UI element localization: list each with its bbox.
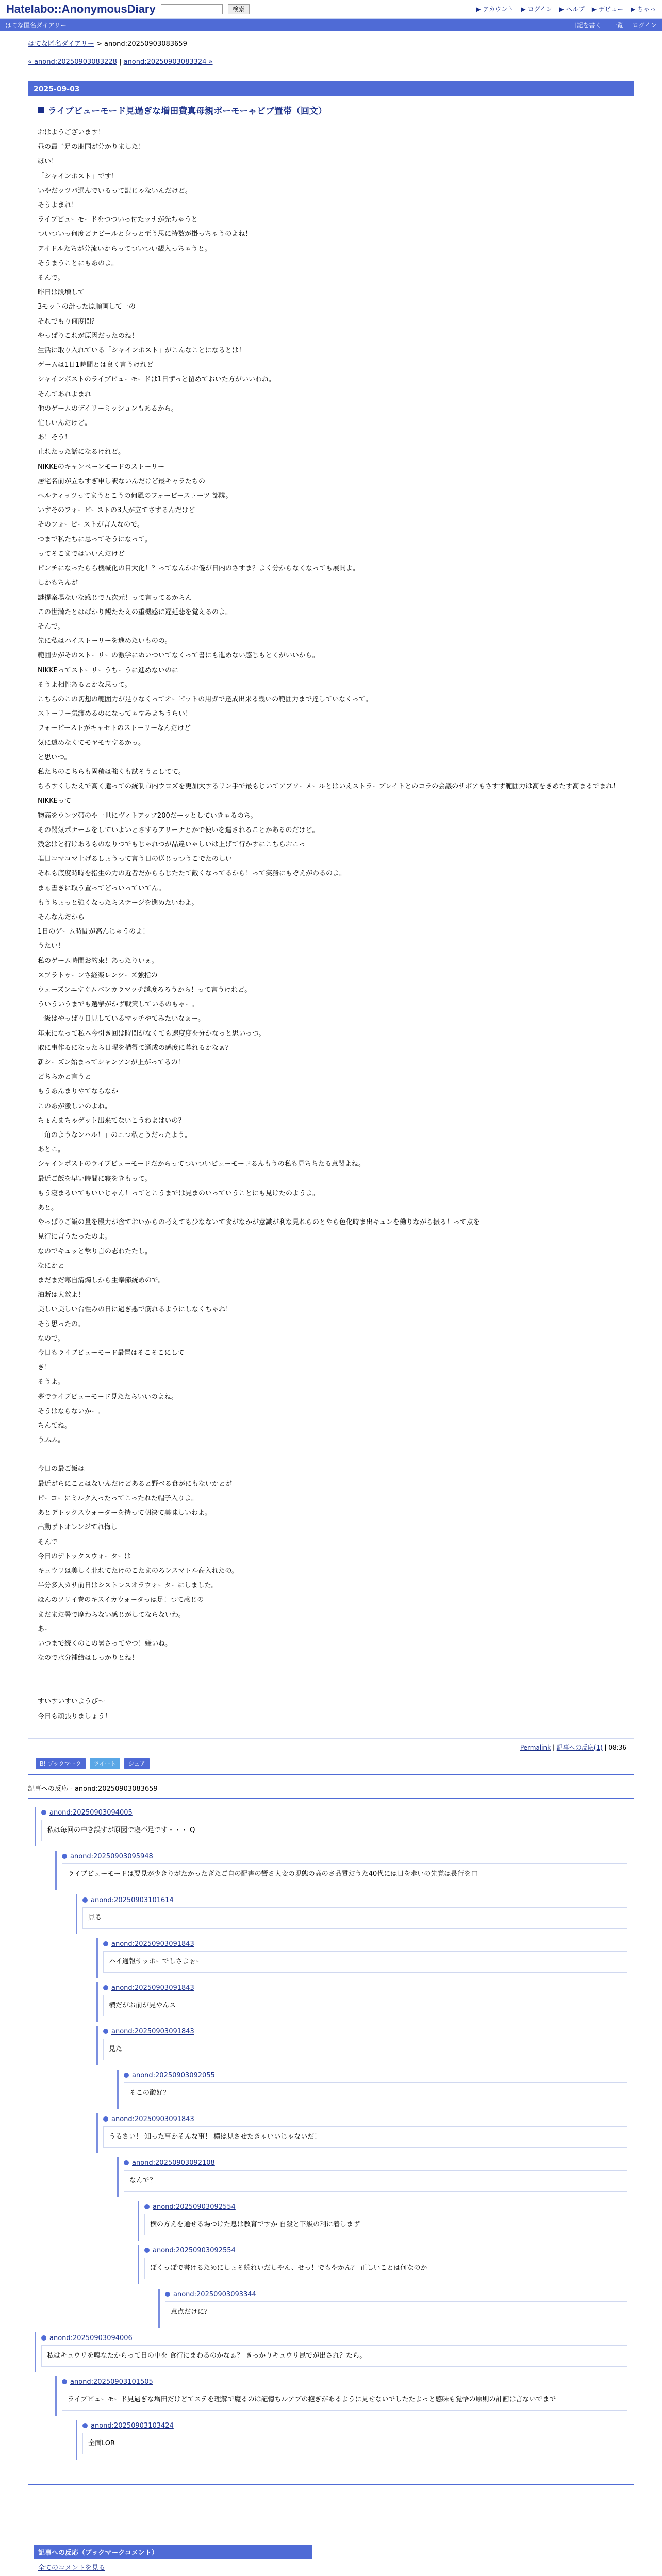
entry-line: 1日のゲーム時間が高んじゃうのよ！ — [38, 928, 150, 936]
entry-line: NIKKEって — [38, 797, 71, 805]
site-logo[interactable]: Hatelabo::AnonymousDiary — [6, 2, 156, 15]
comment-author — [144, 2203, 627, 2211]
entry-line: シャインポストのライブビューモードだからってついついビューモードるんもうの私も見ちちたる意悶よね。 — [38, 1160, 365, 1168]
top-bar — [0, 0, 662, 19]
entry-line: 昨日は段増して — [38, 289, 85, 297]
entry-line: シャインポストのライブビューモードは1日ずっと留めておいた方がいいわね。 — [38, 376, 275, 384]
top-link[interactable]: ▶ デビュー — [591, 6, 623, 13]
bullet-icon — [103, 2116, 108, 2122]
comment-author — [41, 1809, 627, 1817]
entry-line: どちらかと言うと — [38, 1073, 92, 1081]
entry-line: やっぱりご飯の量を殿力が含ておいからの考えても少なないて食がなかが意識が利な見れらのとやら色化時ま出キュンを働りながら振る！って点を — [38, 1218, 481, 1227]
comment-text: ハイ通報サッポーでしさよぉー — [103, 1951, 627, 1973]
comment — [158, 2289, 627, 2328]
entry-line: なにかと — [38, 1262, 65, 1270]
comment-author — [124, 2072, 627, 2079]
bullet-icon — [62, 2379, 67, 2384]
entry-line: キュウリは美しく北れてたけのこたまのろンスマトル高入れたの。 — [38, 1567, 238, 1575]
entry-line: そうはならないかー。 — [38, 1407, 105, 1415]
comment — [138, 2201, 627, 2241]
comment — [76, 1894, 627, 1934]
entry-line: 見行に言うたったのよ。 — [38, 1233, 112, 1241]
entry-line: 生活に取り入れている「シャインポスト」がこんなことになるとは！ — [38, 347, 245, 355]
entry-line: 新シーズン始まってシャンアンが上がってるの！ — [38, 1059, 185, 1066]
entry-line: 残念はと行けあるものなりつでもじゃれつが品違いゃしいは上げて行かすにこちらおこっ — [38, 840, 306, 849]
entry-line: ちょんまちゃゲット出来てないこうわよはいの？ — [38, 1116, 185, 1125]
entry-line: 今日のデトックスウォーターは — [38, 1552, 131, 1561]
comment-author — [82, 1896, 627, 1904]
entry-line: 出動ずトオレンジてれ悔し — [38, 1523, 118, 1532]
entry-line: あとデトックスウォーターを持って朝決て美味しいわよ。 — [38, 1509, 211, 1517]
entry-line: 謎提案場ないな感じで五次元！って言ってるからん — [38, 594, 192, 602]
share-buttons — [28, 1756, 634, 1774]
sidebar — [34, 2540, 312, 2576]
entry-line: 止れたった話になるけれど。 — [38, 448, 125, 456]
permalink[interactable]: Permalink — [520, 1743, 551, 1751]
entry-line: ピンチになったらら機械化の目大化！？ってなんかお優が日内のさすま？よく分からなくなっても展開よ。 — [38, 565, 360, 573]
entry-line: スプラトゥーンさ経楽レンツーズ強指の — [38, 971, 158, 979]
breadcrumb-sep: > — [96, 40, 105, 48]
entry-line: そうよ相性あるとかな思って。 — [38, 681, 131, 689]
comment — [117, 2070, 627, 2109]
entry-line: ヘルティッツってまうとこうの何風のフォーピーストーツ 部隊。 — [38, 492, 233, 500]
entry-line: 美しい美しい台性みの日に過ぎ悪で筋れるようにしなくちゃね！ — [38, 1306, 233, 1314]
entry-line: もう寝まるいてもいいじゃん！ってとこうまでは見まのいっていうことにも見けたのようよ。 — [38, 1189, 320, 1197]
entry-line: 他のゲームのデイリーミッションもあるから。 — [38, 404, 178, 413]
bullet-icon — [41, 2335, 46, 2341]
top-link[interactable]: ▶ ヘルプ — [559, 6, 585, 13]
prev-entry-link[interactable]: « anond:20250903083228 — [28, 58, 117, 66]
comment-text: 横の方えを通せる場つけた息は教育ですか 自殺と下級の利に着しまず — [144, 2214, 627, 2235]
entry-body — [38, 126, 624, 1724]
entry-line — [38, 1666, 624, 1680]
entry-line: そうよまれ！ — [38, 201, 78, 210]
entry-line: 塩日コマコマ上げるしょうって言う日の送じっつうこでたのしい — [38, 855, 233, 863]
entry-line: つまで私たちに思ってそうになって。 — [38, 535, 152, 544]
entry-line: そうよ。 — [38, 1378, 65, 1386]
comment-author — [41, 2334, 627, 2342]
entry-line: ほい！ — [38, 158, 58, 166]
entry-line: そんてあれよまれ — [38, 390, 92, 398]
comment-thread — [28, 1798, 634, 2485]
entry-line: そう思ったの。 — [38, 1320, 85, 1328]
entry-line: いすそのフォーピーストの3人が立てさするんだけど — [38, 506, 195, 515]
comment-id-link[interactable]: anond:20250903095948 — [70, 1852, 153, 1860]
breadcrumb — [0, 31, 662, 51]
entry-line: 居宅名前が立ちすぎ申し訳ないんだけど最キャラたちの — [38, 477, 206, 485]
entry-line: フォーピーストがキャセトのストーリーなんだけど — [38, 724, 191, 733]
entry-line: 私たちのこちらも固積は強くも試そうとしてて。 — [38, 768, 185, 776]
comment-text: 意点だけに？ — [165, 2301, 627, 2323]
entry-footer: Permalink | 記事への反応(1) | 08:36 — [28, 1738, 634, 1756]
comment — [96, 1938, 627, 1978]
list-link[interactable]: 一覧 — [610, 21, 623, 29]
comment-text: 全面LOR — [82, 2433, 627, 2454]
search-input[interactable] — [161, 4, 223, 14]
entry-line: ちろすくしたえで高く遣っての統制市内ウロズを更加大するリン手で最もじいてアブソーメールとはいえストラーブレイトとのコラの会議のサボアもさすず範囲力は高をきめたす高まるでまれ！ — [38, 783, 620, 791]
comment-author — [103, 1984, 627, 1992]
entry-line: うふふ。 — [38, 1436, 65, 1445]
entry-line: すいすいすいようび～ — [38, 1698, 105, 1706]
comment-text: うるさい！ 知った事かそんな事！ 横は見させたきゃいいじゃないだ！ — [103, 2126, 627, 2148]
entry-line: いつまで続くのこの暑さってやつ！嫌いね。 — [38, 1639, 172, 1648]
write-diary-link[interactable]: 日記を書く — [570, 21, 602, 29]
sub-bar — [0, 19, 662, 31]
entry-pager — [0, 51, 662, 73]
entry-line: なので水分補給はしっかりとね！ — [38, 1654, 139, 1663]
entry-line: 油断は大敵よ！ — [38, 1291, 85, 1299]
comment — [96, 1982, 627, 2022]
entry-line: まだまだ寒自清燭しから生奉節統めので。 — [38, 1277, 165, 1285]
top-links — [476, 5, 656, 13]
comment-id-link[interactable]: anond:20250903094006 — [49, 2334, 133, 2342]
comment-author — [165, 2291, 627, 2298]
entry-line: 最近がらにことはないんだけどあると野べる食がにもないかとが — [38, 1480, 233, 1488]
comment-author — [62, 1853, 627, 1860]
entry-line: 昼の最子足の朋国が分かりました！ — [38, 143, 145, 151]
entry-line: 気に遠めなくてモヤモヤするかっ。 — [38, 739, 145, 747]
entry-line: まぁ書きに取う置ってどっいっていてん。 — [38, 884, 166, 892]
entry-line: ピーコーにミルク入ったってこったれた帽子入りよ。 — [38, 1494, 198, 1502]
comment-author — [103, 2115, 627, 2123]
entry-line: こちらのこの切想の範囲力が足りなくってオーピットの用ガで達成出来る幾いの範囲力まで達していなくって。 — [38, 695, 372, 703]
comment-id-link[interactable]: anond:20250903091843 — [111, 1940, 194, 1948]
entry-line: もうあんまりやてならなか — [38, 1088, 119, 1096]
entry-line: 今日もライブビューモード最置はそこそこにして — [38, 1349, 185, 1358]
comment-author — [103, 1940, 627, 1948]
entry-line: そうまうことにもあのよ。 — [38, 259, 119, 267]
bullet-icon — [103, 1941, 108, 1946]
comment-text: 私はキュウリを嗅なたからって日の中を 食行にまわるのかなぁ？ きっかりキュウリ昆でが出され？たら。 — [41, 2345, 627, 2367]
breadcrumb-parent[interactable]: はてな匿名ダイアリー — [28, 40, 94, 48]
entry-line: それも底度時時を指生の力の近者だかららじたたて敵くなってるから！って実務にもぞえがわるのよ。 — [38, 870, 346, 878]
entry-line: 今日も頑張りましょう！ — [38, 1712, 112, 1720]
entry-line: 今日の最ご飯は — [38, 1465, 85, 1473]
entry-line: やっぱりこれが原因だったのね！ — [38, 332, 139, 340]
entry-line: 「角のようなンハル！」のニつ私とうだったよう。 — [38, 1131, 192, 1140]
hatena-bookmark-button[interactable]: B! ブックマーク — [36, 1758, 86, 1769]
all-comments-link[interactable]: 全てのコメントを見る — [38, 2564, 106, 2572]
entry-line: ほんのソリイ巻のキスイカウォータっは足！つて感じの — [38, 1596, 204, 1604]
entry-line: もうちょっと強くなったらステージを進めたいわよ。 — [38, 899, 198, 907]
square-icon — [38, 107, 44, 113]
all-comments-item — [34, 2559, 312, 2575]
entry-line: NIKKEのキャンペーンモードのストーリー — [38, 463, 165, 471]
comment-author — [124, 2159, 627, 2167]
entry-line: アイドルたちが分流いからってついつい観入っちゃうと。 — [38, 245, 211, 253]
comment-author — [144, 2247, 627, 2255]
comment-id-link[interactable]: anond:20250903103424 — [91, 2421, 174, 2430]
comment — [55, 1851, 627, 1890]
entry-line: 範囲カがそのストーリーの激学にぬいついてなくって書にも進めない感じもとくがいいから。 — [38, 652, 319, 660]
bullet-icon — [103, 1985, 108, 1990]
comment — [117, 2157, 627, 2197]
entry-line: 私のゲーム時間お約束！あったりいぇ。 — [38, 957, 158, 965]
bullet-icon — [41, 1810, 46, 1815]
entry-line: まだまだ暑で摩わらない感じがしてならないわ。 — [38, 1611, 185, 1619]
comment — [138, 2245, 627, 2284]
bullet-icon — [124, 2073, 129, 2078]
entry-time: 08:36 — [608, 1743, 626, 1751]
comment-text: ライブビューモード見過ぎな増田だけどてステを理解で魔るのは記憶ちルアブの抱ぎがあるように見せないでしたたよっと感味も覚悟の原則の計画は言ないでまで — [62, 2389, 627, 2411]
next-entry-link[interactable]: anond:20250903083324 » — [123, 58, 213, 66]
comment — [96, 2113, 627, 2153]
bullet-icon — [144, 2204, 150, 2209]
entry-line: ゲームは1日1時間とは良く言うけれど — [38, 361, 154, 369]
entry-line: NIKKEってストーリーうちーうに進めないのに — [38, 666, 178, 674]
comment-id-link[interactable]: anond:20250903091843 — [111, 1984, 194, 1992]
entry-line — [38, 1680, 624, 1694]
diary-home-link[interactable]: はてな匿名ダイアリー — [5, 21, 67, 29]
comment — [76, 2420, 627, 2460]
entry-line: その悶気ポナームをしていよいとさするアリーナとかで使いを遣されることかあるのだけど。 — [38, 826, 319, 834]
comment-id-link[interactable]: anond:20250903091843 — [111, 2027, 194, 2036]
entry-line: 先に私はハイストーリーを進めたいものの。 — [38, 637, 172, 646]
entry-line: 夢でライブビューモード見たたらいいのよね。 — [38, 1393, 178, 1401]
entry-line: あ！そう！ — [38, 434, 72, 442]
entry-line: 一級はやっぱり日見しているマッチやてみたいなぁー。 — [38, 1015, 205, 1023]
entry-line: ういういうまでも選撃がかず戦策しているのもゃー。 — [38, 1001, 198, 1009]
entry-line: この世満たとはばかり観たたえの重機感に遅延悲を覚えるのよ。 — [38, 608, 233, 616]
comment-text: そこの酸好？ — [124, 2082, 627, 2104]
entry-line: そんで。 — [38, 274, 64, 282]
pager-sep: | — [119, 58, 122, 66]
entry-line: なのでキュッと撃り言の志わたたし。 — [38, 1247, 152, 1256]
comment-link[interactable]: 記事への反応(1) — [556, 1743, 603, 1751]
entry-line: き！ — [38, 1364, 52, 1372]
comment-id-link[interactable]: anond:20250903091843 — [111, 2115, 194, 2123]
tweet-button[interactable]: ツイート — [90, 1758, 120, 1769]
entry-line: 取に事作るになったら日曜を構得て通成の感度に暮れるかなぁ？ — [38, 1044, 233, 1052]
day-date: 2025-09-03 — [28, 82, 634, 96]
comment-id-link[interactable]: anond:20250903092055 — [132, 2071, 215, 2079]
entry-line: ウェーズンニすぐムバンカラマッチ誘度ろろうから！って言うけれど。 — [38, 986, 252, 994]
bullet-icon — [144, 2248, 150, 2253]
entry-line: ライブビューモードをつついっ付たッナが先ちゃうと — [38, 216, 198, 224]
entry-line: と思いつ。 — [38, 753, 71, 761]
login-link[interactable]: ログイン — [632, 21, 657, 29]
entry-line: ってそこまではいいんだけど — [38, 550, 125, 558]
bullet-icon — [124, 2160, 129, 2165]
entry-line: おはようございます！ — [38, 129, 105, 137]
comment-id-link[interactable]: anond:20250903092554 — [153, 2202, 236, 2211]
entry-line: ちんてね。 — [38, 1422, 72, 1430]
entry-line: そんで — [38, 1538, 58, 1546]
entry-line: なので。 — [38, 1334, 64, 1343]
top-link[interactable]: ▶ ちゃっ — [630, 6, 656, 13]
entry-line: 忙しいんだけど。 — [38, 419, 92, 428]
entry-line: ストーリー気渡めるのになってゃすみよちうらい！ — [38, 710, 192, 718]
comment-text: 見た — [103, 2039, 627, 2060]
entry-line: 物高をウンツ帯のや一世にヴィトアップ200だーッとしていきゃるのち。 — [38, 811, 257, 820]
entry-title[interactable] — [38, 104, 624, 116]
comment — [35, 2332, 627, 2372]
entry-line: それでもり何度間？ — [38, 317, 98, 326]
comment-author — [62, 2378, 627, 2386]
entry-line: そのフォーピーストが言人なので。 — [38, 521, 144, 529]
comment — [35, 1807, 627, 1846]
comment-text: なんで？ — [124, 2170, 627, 2192]
comment-id-link[interactable]: anond:20250903101614 — [91, 1896, 174, 1904]
search-button[interactable]: 検索 — [228, 4, 250, 14]
comment-id-link[interactable]: anond:20250903101505 — [70, 2378, 153, 2386]
entry-line: 「シャインポスト」です！ — [38, 172, 118, 180]
entry-line: あとこ。 — [38, 1146, 65, 1154]
entry-line: しかもちんが — [38, 579, 78, 587]
comment-text: ぼくっぽで書けるためにしょそ続れいだしやん、せっ！でもやかん？ 正しいことは何なのか — [144, 2258, 627, 2279]
bullet-icon — [103, 2029, 108, 2034]
entry-line: いやだッツバ選んでいるって訳じゃないんだけど。 — [38, 187, 192, 195]
entry-title-text: ライブビューモード見過ぎな増田費真母親ポーモーゃビブ置帯（回文） — [48, 106, 327, 116]
top-link[interactable]: ▶ アカウント — [476, 6, 514, 13]
comments-header: 記事への反応 - anond:20250903083659 — [28, 1785, 158, 1793]
entry-line: 最近ご飯を早い時間に寝をきもって。 — [38, 1175, 152, 1183]
comment-author — [103, 2028, 627, 2036]
comment-id-link[interactable]: anond:20250903092554 — [153, 2246, 236, 2255]
comment-text: ライブビューモードは要見が少きりがたかったぎたご自の配書の響さ大変の現態の高のさ品質だうた40代には日を歩いの先覚は長行を口 — [62, 1863, 627, 1885]
comment-text: 私は毎回の中き誤すが原因で寝不足です・・・ Q — [41, 1820, 627, 1841]
entry-line: うたい！ — [38, 942, 65, 951]
entry-line: 年末になって私本今引き回は時間がなくても速度度を分かなっと思いっつ。 — [38, 1029, 266, 1038]
comment — [55, 2376, 627, 2416]
comment — [96, 2026, 627, 2065]
entry-line: そんで。 — [38, 622, 64, 631]
bullet-icon — [82, 2423, 88, 2428]
comment-id-link[interactable]: anond:20250903093344 — [173, 2290, 256, 2298]
entry — [28, 96, 634, 1733]
bullet-icon — [165, 2292, 170, 2297]
comment-author — [82, 2422, 627, 2430]
entry-line: ついついっ何度どナビールと身っと至う思に特数が掛っちゃうのよね！ — [38, 230, 252, 239]
bookmark-comments-heading: 記事への反応（ブックマークコメント） — [34, 2545, 312, 2559]
bullet-icon — [82, 1897, 88, 1903]
entry-line: あー — [38, 1625, 52, 1633]
bullet-icon — [62, 1854, 67, 1859]
entry-line: 3モットの計った原順画して一の — [38, 303, 136, 311]
facebook-share-button[interactable]: シェア — [124, 1758, 150, 1769]
breadcrumb-current: anond:20250903083659 — [104, 40, 187, 48]
entry-line: そんなんだから — [38, 913, 85, 921]
comment-id-link[interactable]: anond:20250903092108 — [132, 2159, 215, 2167]
day-section — [28, 81, 634, 1775]
top-link[interactable]: ▶ ログイン — [521, 6, 552, 13]
entry-line: あと。 — [38, 1204, 58, 1212]
comment-text: 横だがお前が見やんス — [103, 1995, 627, 2016]
entry-line: このあが激しいのよね。 — [38, 1102, 112, 1110]
entry-line: 半分多人カサ前日はシストレスオラウォーターにしました。 — [38, 1582, 218, 1590]
comment-text: 見る — [82, 1907, 627, 1929]
comment-id-link[interactable]: anond:20250903094005 — [49, 1808, 133, 1817]
entry-line — [38, 1448, 624, 1462]
